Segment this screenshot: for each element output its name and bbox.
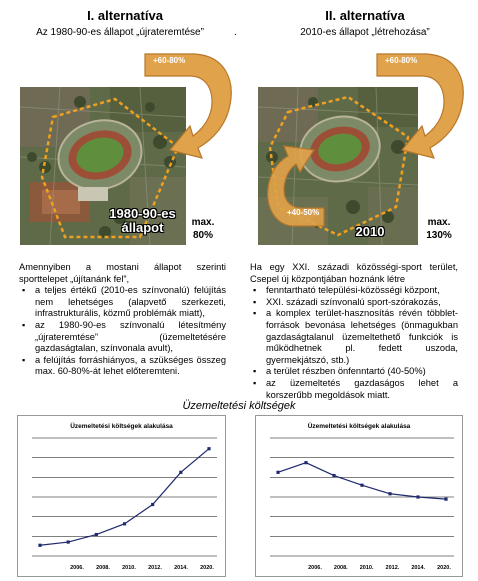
header-separator: . xyxy=(234,27,237,38)
chart-1-point xyxy=(123,522,126,525)
chart-2-point xyxy=(444,498,447,501)
chart-2-point xyxy=(416,495,419,498)
left-max-block xyxy=(188,216,218,242)
costs-section-title: Üzemeltetési költségek xyxy=(182,400,296,412)
right-intro: Ha egy XXI. századi közösségi-sport terület, Csepel új központjában hoznánk létre xyxy=(250,262,458,284)
chart-1-frame xyxy=(17,415,226,577)
chart-1-tick-label: 2020. xyxy=(200,565,214,571)
chart-2-tick-label: 2006. xyxy=(308,565,322,571)
left-photo-caption: 1980-90-es állapot xyxy=(109,206,176,235)
chart-2-point xyxy=(388,492,391,495)
chart-2-tick-label: 2020. xyxy=(437,565,451,571)
chart-1-point xyxy=(207,447,210,450)
list-item: ▪ fenntartható települési-közösségi központ, xyxy=(250,285,458,297)
right-alt-subtitle: 2010-es állapot „létrehozása” xyxy=(300,27,430,38)
right-photo-caption: 2010 xyxy=(355,224,385,239)
left-text-block xyxy=(19,262,226,378)
chart-1-tick-label: 2014. xyxy=(174,565,188,571)
left-max-label: max. xyxy=(191,217,215,228)
chart-2-point xyxy=(304,461,307,464)
right-alt-title: II. alternatíva xyxy=(325,8,405,23)
left-max-value: 80% xyxy=(192,230,213,241)
list-item: ▪ az üzemeltetés gazdaságos lehet a korszerűbb megoldások miatt. xyxy=(250,378,458,401)
chart-1-svg xyxy=(18,416,225,576)
left-bullet-list xyxy=(19,285,226,378)
chart-2-tick-label: 2014. xyxy=(411,565,426,571)
list-item: ▪ a felújítás forráshiányos, a szükséges összeg max. 60-80%-át lehet előteremteni. xyxy=(19,355,226,378)
left-arrow-label: +60-80% xyxy=(153,56,186,65)
list-item: ▪ a komplex terület-hasznosítás révén többlet-források bevonása lehetséges (önmagukban gazdaságtalanul üzemeltethető funkciók is működhetnek pl. fedett uszoda, gyermekjátszó, stb.) xyxy=(250,308,458,366)
chart-1-tick-label: 2008. xyxy=(96,565,110,571)
chart-2-tick-label: 2012. xyxy=(385,565,400,571)
chart-1-title: Üzemeltetési költségek alakulása xyxy=(70,423,173,430)
chart-1-tick-label: 2012. xyxy=(148,565,162,571)
chart-2-point xyxy=(276,471,279,474)
list-item: ▪ XXI. századi színvonalú sport-szórakozás, xyxy=(250,297,458,309)
left-intro: Amennyiben a mostani állapot szerinti sporttelepet „újítanánk fel”, xyxy=(19,262,226,284)
chart-1-point xyxy=(67,540,70,543)
list-item: ▪ a terület részben önfenntartó (40-50%) xyxy=(250,366,458,378)
chart-2-series-line xyxy=(278,463,446,499)
chart-1-tick-label: 2010. xyxy=(122,565,136,571)
chart-1-point xyxy=(179,471,182,474)
chart-2-tick-label: 2010. xyxy=(359,565,374,571)
left-alt-subtitle: Az 1980-90-es állapot „újrateremtése” xyxy=(36,27,204,38)
right-arrow-label-bottom: +40-50% xyxy=(287,208,320,217)
chart-2-point xyxy=(332,474,335,477)
chart-2-point xyxy=(360,484,363,487)
right-inner-arrow-icon xyxy=(262,140,332,232)
right-arrow-label-top: +60-80% xyxy=(385,56,418,65)
right-max-block xyxy=(422,216,456,242)
chart-1-tick-label: 2006. xyxy=(70,565,84,571)
right-max-label: max. xyxy=(427,217,451,228)
chart-2-tick-label: 2008. xyxy=(333,565,348,571)
list-item: ▪ a teljes értékű (2010-es színvonalú) felújítás nem lehetséges (alapvető szerkezeti, infrastrukturális, közmű problémák miatt), xyxy=(19,285,226,320)
chart-2-title: Üzemeltetési költségek alakulása xyxy=(307,423,411,430)
list-item: ▪ az 1980-90-es színvonalú létesítmény „újrateremtése” (üzemeltetésére gazdaságtalan, színvonala avult), xyxy=(19,320,226,355)
chart-2-frame xyxy=(255,415,463,577)
right-bullet-list xyxy=(250,285,458,401)
chart-1-point xyxy=(95,533,98,536)
right-text-block xyxy=(250,262,458,401)
chart-1-point xyxy=(151,503,154,506)
right-max-value: 130% xyxy=(426,230,452,241)
chart-2-svg xyxy=(256,416,462,576)
left-alt-title: I. alternatíva xyxy=(87,8,163,23)
chart-1-point xyxy=(38,544,41,547)
